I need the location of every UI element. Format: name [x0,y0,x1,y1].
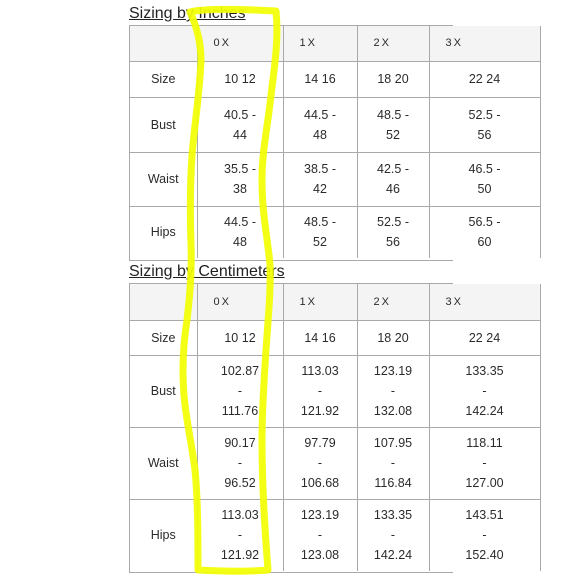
table-cell: 113.03 - 121.92 [283,355,357,427]
table-cell: 44.5 - 48 [283,97,357,152]
column-header: 3X [429,284,540,320]
table-cell: 118.11 - 127.00 [429,427,540,499]
table-row [130,499,540,571]
table-row [130,97,540,152]
table-cell: 48.5 - 52 [357,97,429,152]
table-cell: 42.5 - 46 [357,152,429,206]
inches-size-table [130,26,541,258]
row-label: Waist [130,427,197,499]
table-cell: 40.5 - 44 [197,97,283,152]
table-cell: 133.35 - 142.24 [357,499,429,571]
table-cell: 10 12 [197,320,283,355]
table-cell: 10 12 [197,61,283,97]
table-cell: 102.87 - 111.76 [197,355,283,427]
table-row [130,427,540,499]
table-cell: 56.5 - 60 [429,206,540,258]
table-cell: 18 20 [357,61,429,97]
table-cell: 18 20 [357,320,429,355]
inches-table-container [129,25,501,261]
table-cell: 48.5 - 52 [283,206,357,258]
table-cell: 22 24 [429,61,540,97]
table-row [130,355,540,427]
table-row [130,206,540,258]
column-header: 3X [429,26,540,61]
row-label: Hips [130,499,197,571]
table-cell: 113.03 - 121.92 [197,499,283,571]
table-cell: 14 16 [283,61,357,97]
header-corner-cell [130,284,197,320]
table-cell: 123.19 - 132.08 [357,355,429,427]
table-row [130,320,540,355]
row-label: Size [130,320,197,355]
table-cell: 44.5 - 48 [197,206,283,258]
table-cell: 35.5 - 38 [197,152,283,206]
table-cell: 133.35 - 142.24 [429,355,540,427]
row-label: Hips [130,206,197,258]
column-header: 1X [283,26,357,61]
centimeters-size-table [130,284,541,571]
table-cell: 107.95 - 116.84 [357,427,429,499]
sizing-inches-title: Sizing by Inches [129,5,246,22]
table-cell: 123.19 - 123.08 [283,499,357,571]
column-header: 0X [197,284,283,320]
table-cell: 97.79 - 106.68 [283,427,357,499]
row-label: Size [130,61,197,97]
table-cell: 38.5 - 42 [283,152,357,206]
column-header: 2X [357,26,429,61]
table-cell: 143.51 - 152.40 [429,499,540,571]
column-header: 0X [197,26,283,61]
header-corner-cell [130,26,197,61]
table-cell: 14 16 [283,320,357,355]
table-cell: 52.5 - 56 [429,97,540,152]
centimeters-table-container [129,283,504,573]
table-cell: 22 24 [429,320,540,355]
table-row [130,152,540,206]
table-cell: 46.5 - 50 [429,152,540,206]
row-label: Waist [130,152,197,206]
column-header: 1X [283,284,357,320]
sizing-centimeters-title: Sizing by Centimeters [129,263,285,280]
row-label: Bust [130,355,197,427]
row-label: Bust [130,97,197,152]
table-row [130,61,540,97]
table-cell: 90.17 - 96.52 [197,427,283,499]
table-cell: 52.5 - 56 [357,206,429,258]
column-header: 2X [357,284,429,320]
